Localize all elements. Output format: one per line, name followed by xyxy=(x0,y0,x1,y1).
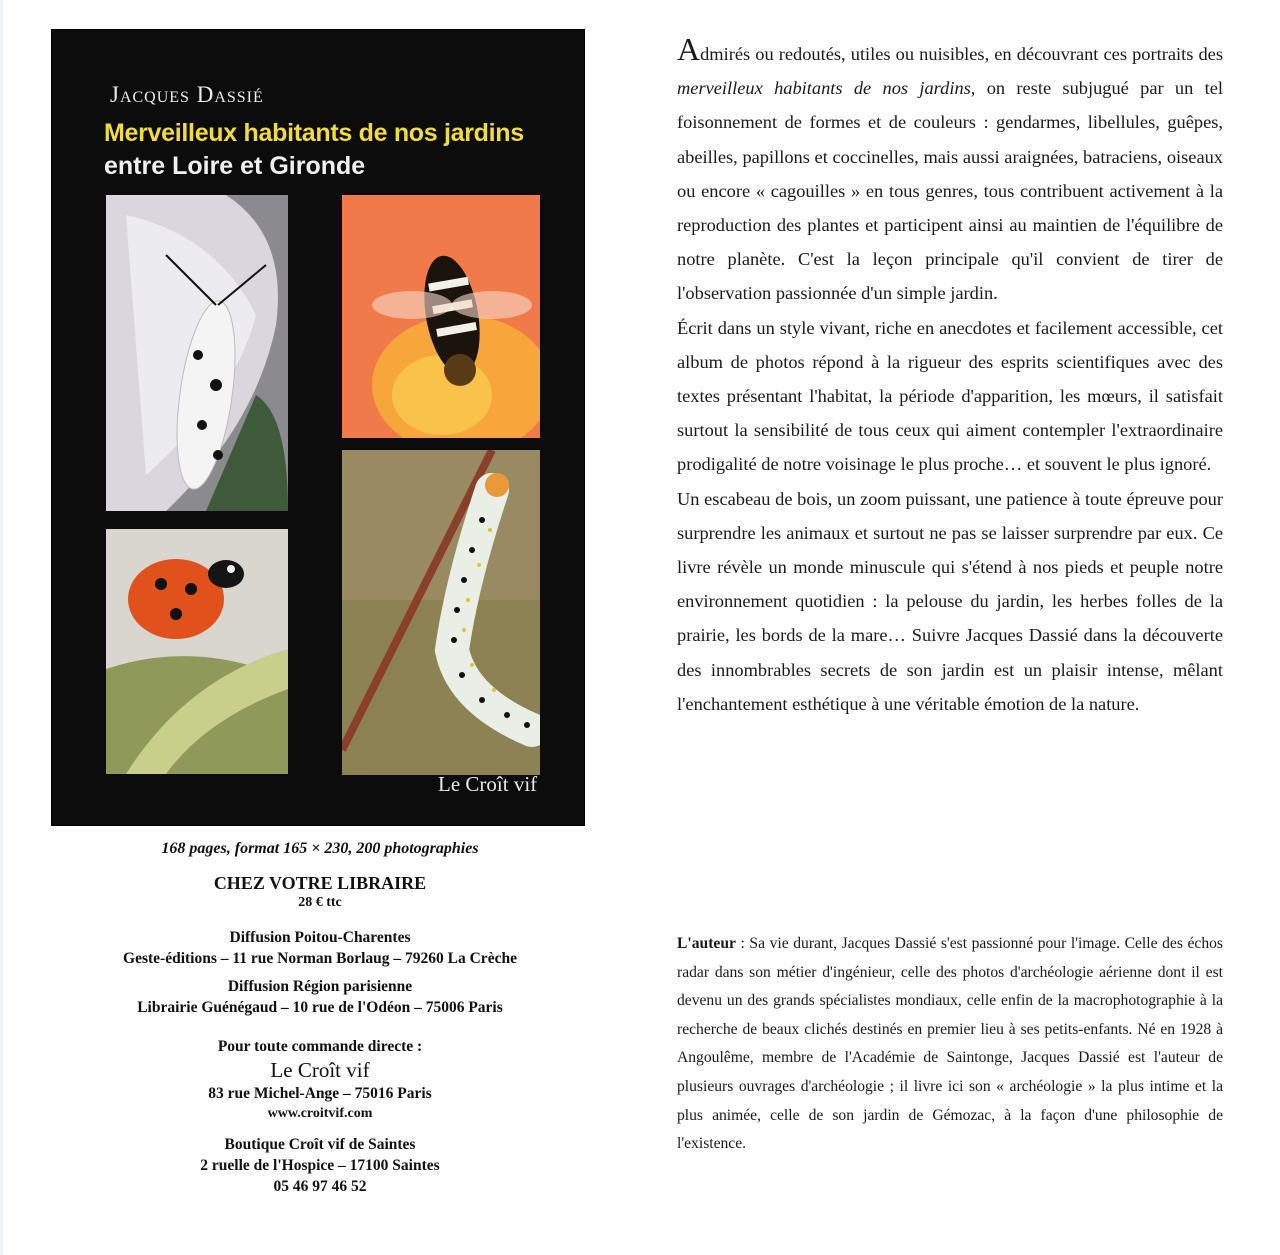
dist2-address: Librairie Guénégaud – 10 rue de l'Odéon – 75006 Paris xyxy=(137,999,503,1016)
blurb-p1-end: , on reste subjugué par un tel foisonnement de formes et de couleurs : gendarmes, libellules, guêpes, abeilles, papillons et coccinelles, mais aussi araignées, batraciens, oiseaux ou encore « cagouilles » en tous genres, tous contribuent activement à la reproduction des plantes et participent ainsi au maintien de l'équilibre de notre planète. C'est la leçon principale qu'il convient de tirer de l'observation passionnée d'un simple jardin. xyxy=(677,78,1223,304)
bio-paragraph xyxy=(677,930,1223,1159)
book-blurb xyxy=(677,31,1223,721)
photo-moth xyxy=(106,195,288,511)
author-bio xyxy=(677,930,1223,1159)
order-website[interactable]: www.croitvif.com xyxy=(267,1106,373,1121)
price: 28 € ttc xyxy=(298,895,342,910)
libraire-heading: CHEZ VOTRE LIBRAIRE xyxy=(213,873,427,893)
book-specs: 168 pages, format 165 × 230, 200 photographies xyxy=(161,840,479,857)
blurb-p1-emphasis: merveilleux habitants de nos jardins xyxy=(677,78,971,99)
cover-title: Merveilleux habitants de nos jardins xyxy=(104,119,524,147)
order-publisher: Le Croît vif xyxy=(270,1058,370,1082)
dist1-title: Diffusion Poitou-Charentes xyxy=(229,929,411,946)
order-address: 83 rue Michel-Ange – 75016 Paris xyxy=(208,1085,432,1102)
bio-label: L'auteur xyxy=(677,935,736,952)
shop-address: 2 ruelle de l'Hospice – 17100 Saintes xyxy=(200,1157,440,1174)
shop-title: Boutique Croît vif de Saintes xyxy=(224,1136,416,1153)
dist1-address: Geste-éditions – 11 rue Norman Borlaug – 79260 La Crèche xyxy=(123,950,517,967)
book-cover xyxy=(51,29,585,826)
bio-text: : Sa vie durant, Jacques Dassié s'est passionné pour l'image. Celle des échos radar dans son métier d'ingénieur, celle des photos d'archéologie aérienne dont il est devenu un des grands spécialistes mondiaux, celle enfin de la macrophotographie à la recherche de beaux clichés destinés en premier lieu à ses petits-enfants. Né en 1928 à Angoulême, membre de l'Académie de Saintonge, Jacques Dassié est l'auteur de plusieurs ouvrages d'archéologie ; il livre ici son « archéologie » la plus intime et la plus animée, celle de son jardin de Gémozac, à la façon d'une philosophie de l'existence. xyxy=(677,935,1223,1153)
blurb-p1-start: dmirés ou redoutés, utiles ou nuisibles, en découvrant ces portraits des xyxy=(700,44,1223,64)
drop-cap: A xyxy=(677,31,701,67)
cover-publisher: Le Croît vif xyxy=(438,772,538,796)
photo-caterpillar xyxy=(342,450,540,775)
order-info xyxy=(40,838,600,1197)
photo-hoverfly xyxy=(342,195,540,438)
dist2-title: Diffusion Région parisienne xyxy=(227,978,413,995)
shop-phone: 05 46 97 46 52 xyxy=(273,1178,367,1195)
cover-subtitle: entre Loire et Gironde xyxy=(104,152,366,180)
blurb-paragraph-1 xyxy=(677,31,1223,311)
scan-edge xyxy=(0,0,3,1255)
cover-author: Jacques Dassié xyxy=(110,82,264,107)
photo-ladybird xyxy=(106,529,288,774)
order-title: Pour toute commande directe : xyxy=(217,1038,423,1055)
blurb-paragraph-2: Écrit dans un style vivant, riche en anecdotes et facilement accessible, cet album de photos répond à la rigueur des esprits scientifiques avec des textes présentant l'habitat, la période d'apparition, les mœurs, il satisfait surtout la sensibilité de tous ceux qui aiment contempler l'extraordinaire prodigalité de notre voisinage le plus proche… et souvent le plus ignoré. xyxy=(677,317,1223,475)
blurb-paragraph-3: Un escabeau de bois, un zoom puissant, une patience à toute épreuve pour surprendre les animaux et surtout ne pas se laisser surprendre par eux. Ce livre révèle un monde minuscule qui s'étend à nos pieds et peuple notre environnement quotidien : la pelouse du jardin, les herbes folles de la prairie, les bords de la mare… Suivre Jacques Dassié dans la découverte des innombrables secrets de son jardin est un plaisir intense, mêlant l'enchantement esthétique à une véritable émotion de la nature. xyxy=(677,488,1223,714)
